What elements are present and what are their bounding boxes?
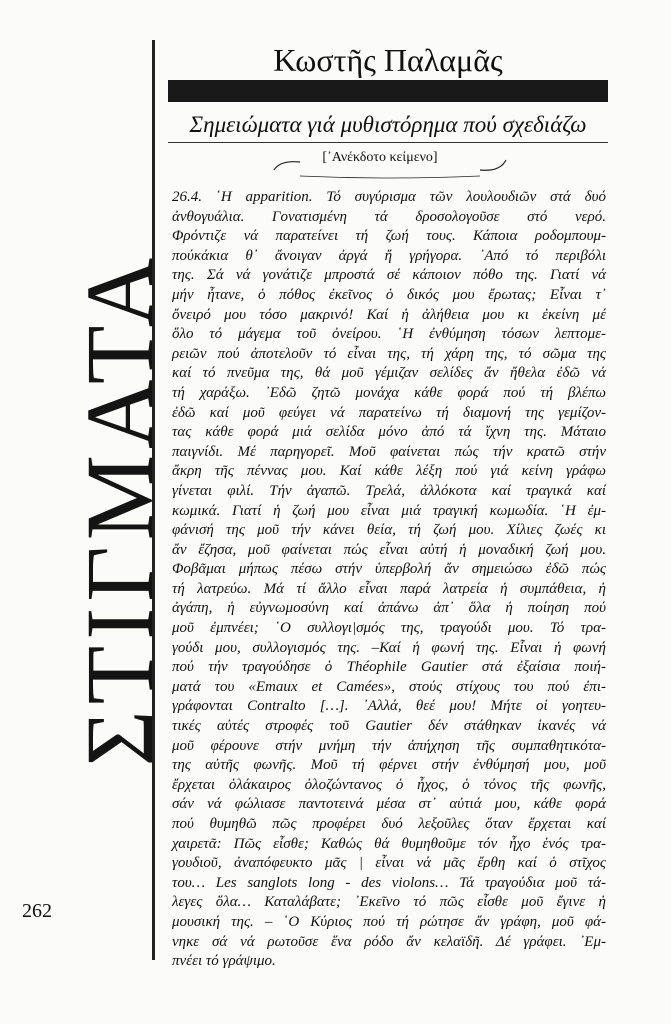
body-line: παιγνίδι. Μέ παρηγορεῖ. Μοῦ φαίνεται πώς τήν κρατῶ στήν (172, 443, 606, 460)
body-line: λεγες ὅλα… Καταλάβατε; ᾿Εκεῖνο τό πῶς εἶσθε μοῦ ἔγινε ἡ (172, 894, 606, 911)
body-line: μουσική της. – ῾Ο Κύριος πού τή ρώτησε ἄν γράφη, μοῦ φά- (172, 913, 606, 930)
body-line: τικές αὐτές στροφές τοῦ Gautier δέν στάθηκαν ἱκανές νά (172, 718, 606, 735)
body-line: τας κάθε φορά μιά σελίδα μόνο ἀπό τά ἴχνη της. Μάταιο (172, 424, 606, 441)
article-body (172, 188, 606, 972)
body-line: γούδι μου, συλλογισμός της. –Καί ἡ φωνή της. Εἶναι ἡ φωνή (172, 639, 606, 656)
body-line: τή χαράξω. ᾿Εδῶ ζητῶ μονάχα κάθε φορά πού τή βλέπω (172, 384, 606, 401)
body-line: πούκάκια θ᾿ ἄνοιγαν ἀργά ἤ γρήγορα. ᾿Από τό περιβόλι (172, 247, 606, 264)
title-underline (168, 142, 608, 143)
body-line: ἄν ἔζησα, μοῦ φαίνεται πώς εἶναι αὐτή ἡ μοναδική ζωή μου. (172, 541, 606, 558)
body-line: ὅλο τό μάγεμα τοῦ ὀνείρου. ῾Η ἐνθύμηση τόσων λεπτομε- (172, 326, 606, 343)
body-line: Φρόντιζε νά παρατείνει τή ζωή τους. Κάποια ροδομπουμ- (172, 228, 606, 245)
body-line: κωμικά. Γιατί ἡ ζωή μου εἶναι μιά τραγική κωμωδία. ῾Η ἐμ- (172, 502, 606, 519)
body-line: μήν ἦτανε, ὁ πόθος ἐκεῖνος ὁ δικός μου ἔρωτας; Εἶναι τ᾿ (172, 286, 606, 303)
body-line: μοῦ φέρουνε στήν μνήμη τήν ἀπήχηση τῆς συμπαθητικότα- (172, 737, 606, 754)
body-line: πού τήν τραγούδησε ὁ Théophile Gautier στά ἐξαίσια ποιή- (172, 659, 606, 676)
body-line: φάνισή της μοῦ τήν κάνει θεία, τή ζωή μου. Χίλιες ζωές κι (172, 522, 606, 539)
body-line: χαιρετᾶ: Πῶς εἶσθε; Καθώς θά θυμηθοῦμε τόν ἦχο ἑνός τρα- (172, 835, 606, 852)
body-line: καί τό πνεῦμα της, θά μοῦ γέμιζαν σελίδες ἄν ἤθελα ἐδῶ νά (172, 365, 606, 382)
author-name: Κωστῆς Παλαμᾶς (273, 42, 503, 78)
body-line: μοῦ ἐμπνέει; ῾Ο συλλογι|σμός της, τραγούδι μου. Τό τρα- (172, 620, 606, 637)
body-line: ἀνθογυάλια. Γονατισμένη τά δροσολογοῦσε στό νερό. (172, 208, 606, 225)
body-line: ἄκρη τῆς πέννας μου. Καί κάθε λέξη πού γιά κείνη γράφω (172, 463, 606, 480)
body-line: ὄνειρό μου τόσο μακρινό! Καί ἡ ἀλήθεια μου κι ἐκείνη μέ (172, 306, 606, 323)
body-line: του… Les sanglots long - des violons… Τά τραγούδια μοῦ τά- (172, 874, 606, 891)
article-title: Σημειώματα γιά μυθιστόρημα πού σχεδιάζω (189, 112, 587, 137)
body-line: τή λατρεύω. Μά τί ἄλλο εἶναι παρά λατρεία ἡ συμπάθεια, ἡ (172, 580, 606, 597)
body-line: γράφονται Contralto […]. ᾿Αλλά, θεέ μου! Μήτε οἱ γοητευ- (172, 698, 606, 715)
body-line: ἀγάπη, ἡ εὐγνωμοσύνη καί ἀπάνω ἀπ᾿ ὅλα ἡ ποίηση πού (172, 600, 606, 617)
body-line: γουδιοῦ, ἀναπόφευκτο μᾶς | εἶναι νά μᾶς ἔρθη καί ὁ στῖχος (172, 855, 606, 872)
body-line: της. Σά νά γονάτιζε μπροστά σέ κάποιον πόθο της. Γιατί νά (172, 267, 606, 284)
title-bar (168, 80, 608, 102)
body-line: ἔρχεται ὁλάκαιρος ὁλοζώντανος ὁ ἦχος, ὁ τόνος τῆς φωνῆς, (172, 776, 606, 793)
body-line: ματά του «Emaux et Camées», στούς στίχους του πού ἐπι- (172, 678, 606, 695)
body-line: σάν νά φώλιασε παντοτεινά μέσα στ᾿ αὐτιά μου, κάθε φορά (172, 796, 606, 813)
body-line: της αὐτῆς φωνῆς. Μοῦ τή φέρνει στήν ἐνθύμησή μου, μοῦ (172, 757, 606, 774)
body-line: νηκε σά νά ρωτοῦσε ἕνα ρόδο ἄν κελαϊδῆ. Δέ γράφει. ᾿Εμ- (172, 933, 606, 950)
body-line: πού θυμηθῶ πῶς προφέρει δυό λεξοῦλες ὅταν ἔρχεται καί (172, 816, 606, 832)
section-title-vertical: ΣΤΙΓΜΑΤΑ (66, 251, 173, 767)
body-line: ἐδῶ καί μοῦ φεύγει νά παρατείνω τή διαμονή της γεμίζον- (172, 404, 606, 421)
page-number: 262 (22, 900, 52, 922)
body-line: Φοβᾶμαι μήπως πέσω στήν ὑπερβολή ἄν σημειώσω ἐδῶ πώς (172, 561, 606, 578)
body-line: 26.4. ῾Η apparition. Τό συγύρισμα τῶν λουλουδιῶν στά δυό (172, 189, 606, 205)
body-line: γίνεται φιλί. Τήν ἀγαπῶ. Τρελά, ἀλλόκοτα καί τραγικά καί (172, 482, 606, 499)
unpublished-note: [᾿Ανέκδοτο κείμενο] (322, 150, 438, 165)
body-line: πνέει τό γράψιμο. (172, 953, 276, 970)
body-line: ρειῶν πού ἀποτελοῦν τό εἶναι της, τή χάρη της, τό σῶμα της (172, 345, 606, 362)
